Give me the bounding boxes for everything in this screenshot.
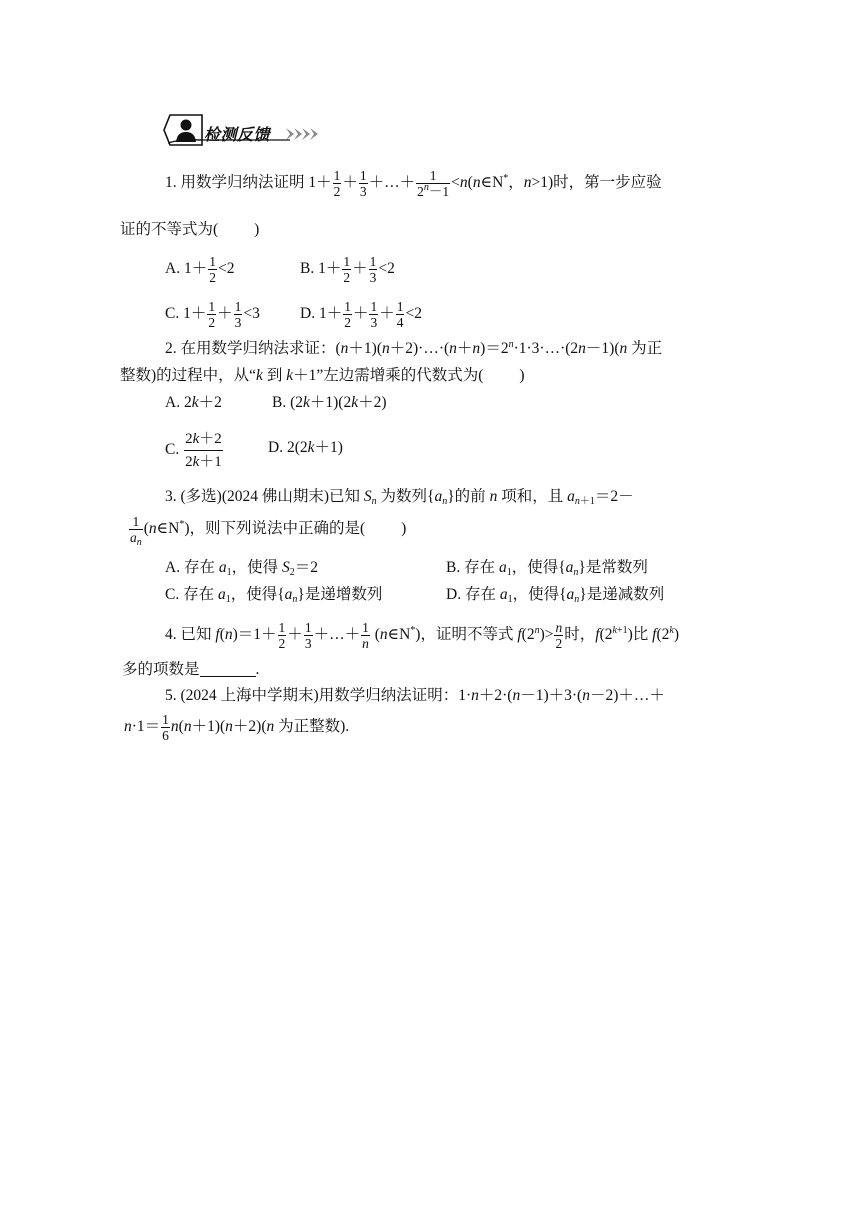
question-1-continuation: 证的不等式为( ) [120, 221, 260, 238]
answer-blank[interactable] [200, 662, 256, 677]
question-4-continuation: 多的项数是 . [122, 661, 260, 678]
section-title: 检测反馈 [204, 125, 271, 144]
question-2-continuation: 整数)的过程中，从“k 到 k＋1”左边需增乘的代数式为( ) [120, 367, 525, 384]
question-5-continuation: n·1＝ $\frac{1}{6}$ n(n＋1)(n＋2)(n 为正整数). [124, 712, 350, 743]
question-1-stem: 1. 用数学归纳法证明 1＋ $\frac{1}{2}$ ＋ $\frac{1}{3}$ ＋…＋ $\frac{1}{2^n-1}$ <n(n∈N*，n>1)时，第一步应验 [165, 168, 662, 199]
question-3-stem: 3. (多选)(2024 佛山期末)已知 $S_n$ 为数列$\{a_n\}$的前 n 项和，且 $a_{n+1}=2-$ [165, 488, 634, 507]
question-3-continuation: $\frac{1}{a_n}$ (n∈N*)，则下列说法中正确的是( ) [130, 514, 407, 548]
question-1-option-c: C. 1＋ $\frac{1}{2}$ ＋ $\frac{1}{3}$ <3 [165, 299, 260, 330]
question-2-stem: 2. 在用数学归纳法求证：$(n+1)(n+2)\cdot\dots\cdot(n+n)=2^n\cdot 1\cdot 3\cdot\dots\cdot(2n-1)(n$ 为正 [165, 339, 663, 357]
question-4-stem: 4. 已知 f(n)＝1＋ $\frac{1}{2}$ ＋ $\frac{1}{3}$ ＋…＋ $\frac{1}{n}$ (n∈N*)，证明不等式 $f(2^n)>$ $\frac{n}{2}$ 时，$f(2^{k+1})$比 f(2$^k$) [165, 620, 679, 651]
question-3-option-b: B. 存在 $a_1$，使得$\{a_n\}$是常数列 [446, 559, 648, 578]
question-3-option-d: D. 存在 $a_1$，使得$\{a_n\}$是递减数列 [446, 586, 665, 605]
question-2-option-c: C. $\frac{2k+2}{2k+1}$ [165, 428, 224, 473]
question-2-option-d: D. 2(2k＋1) [268, 439, 343, 456]
section-header [162, 112, 327, 148]
question-5-stem: 5. (2024 上海中学期末)用数学归纳法证明：1·n＋2·(n－1)＋3·(n－2)＋…＋ [165, 687, 665, 704]
question-1-option-b: B. 1＋ $\frac{1}{2}$ ＋ $\frac{1}{3}$ <2 [300, 254, 395, 285]
question-1-option-d: D. 1＋ $\frac{1}{2}$ ＋ $\frac{1}{3}$ ＋ $\frac{1}{4}$ <2 [300, 299, 422, 330]
question-2-option-a: A. 2k＋2 [165, 394, 222, 411]
question-3-option-a: A. 存在 $a_1$，使得 $S_2=2$ [165, 559, 318, 578]
question-2-option-b: B. (2k＋1)(2k＋2) [272, 394, 387, 411]
question-1-option-a: A. 1＋ $\frac{1}{2}$ <2 [165, 254, 235, 285]
question-3-option-c: C. 存在 $a_1$，使得$\{a_n\}$是递增数列 [165, 586, 383, 605]
